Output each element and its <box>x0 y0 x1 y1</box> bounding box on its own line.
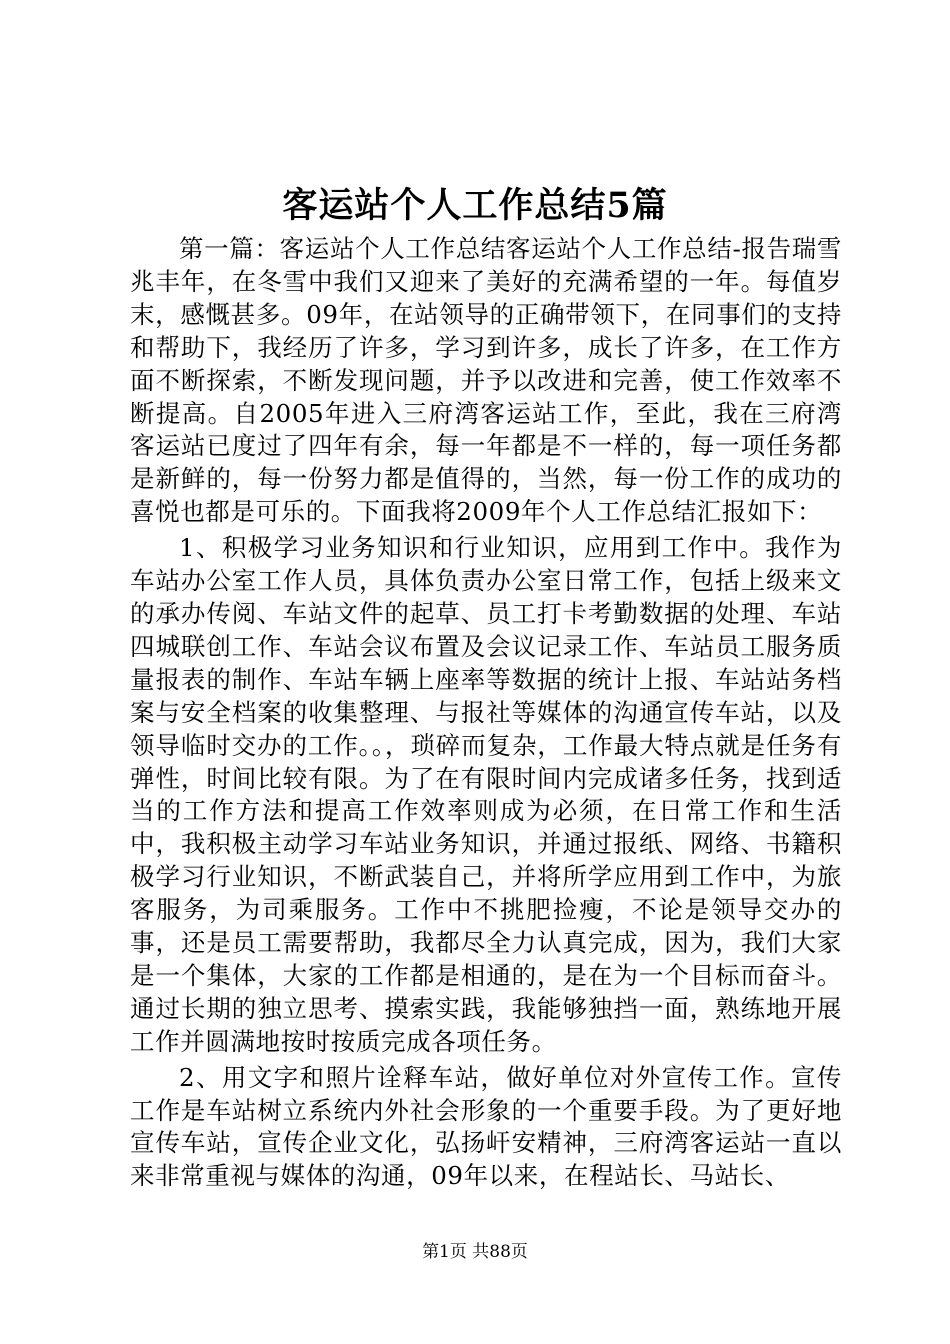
document-title: 客运站个人工作总结5篇 <box>282 185 668 226</box>
page-footer: 第1页 共88页 <box>422 1242 528 1262</box>
paragraph-section-2: 2、用文字和照片诠释车站，做好单位对外宣传工作。宣传工作是车站树立系统内外社会形象的一个重要手段。为了更好地宣传车站，宣传企业文化，弘扬屽安精神，三府湾客运站一直以来非常重视与媒体的沟通，09年以来，在程站长、马站长、 <box>130 1062 842 1191</box>
paragraph-section-1: 1、积极学习业务知识和行业知识，应用到工作中。我作为车站办公室工作人员，具体负责办公室日常工作，包括上级来文的承办传阅、车站文件的起草、员工打卡考勤数据的处理、车站四城联创工作、车站会议布置及会议记录工作、车站员工服务质量报表的制作、车站车辆上座率等数据的统计上报、车站站务档案与安全档案的收集整理、与报社等媒体的沟通宣传车站，以及领导临时交办的工作。。，琐碎而复杂，工作最大特点就是任务有弹性，时间比较有限。为了在有限时间内完成诸多任务，找到适当的工作方法和提高工作效率则成为必须，在日常工作和生活中，我积极主动学习车站业务知识，并通过报纸、网络、书籍积极学习行业知识，不断武装自己，并将所学应用到工作中，为旅客服务，为司乘服务。工作中不挑肥捡瘦，不论是领导交办的事，还是员工需要帮助，我都尽全力认真完成，因为，我们大家是一个集体，大家的工作都是相通的，是在为一个目标而奋斗。通过长期的独立思考、摸索实践，我能够独挡一面，熟练地开展工作并圆满地按时按质完成各项任务。 <box>130 533 842 1056</box>
document-body <box>130 233 842 1193</box>
paragraph-intro: 第一篇：客运站个人工作总结客运站个人工作总结-报告瑞雪兆丰年，在冬雪中我们又迎来了美好的充满希望的一年。每值岁末，感慨甚多。09年，在站领导的正确带领下，在同事们的支持和帮助下，我经历了许多，学习到许多，成长了许多，在工作方面不断探索，不断发现问题，并予以改进和完善，使工作效率不断提高。自2005年进入三府湾客运站工作，至此，我在三府湾客运站已度过了四年有余，每一年都是不一样的，每一项任务都是新鲜的，每一份努力都是值得的，当然，每一份工作的成功的喜悦也都是可乐的。下面我将2009年个人工作总结汇报如下： <box>130 234 842 527</box>
